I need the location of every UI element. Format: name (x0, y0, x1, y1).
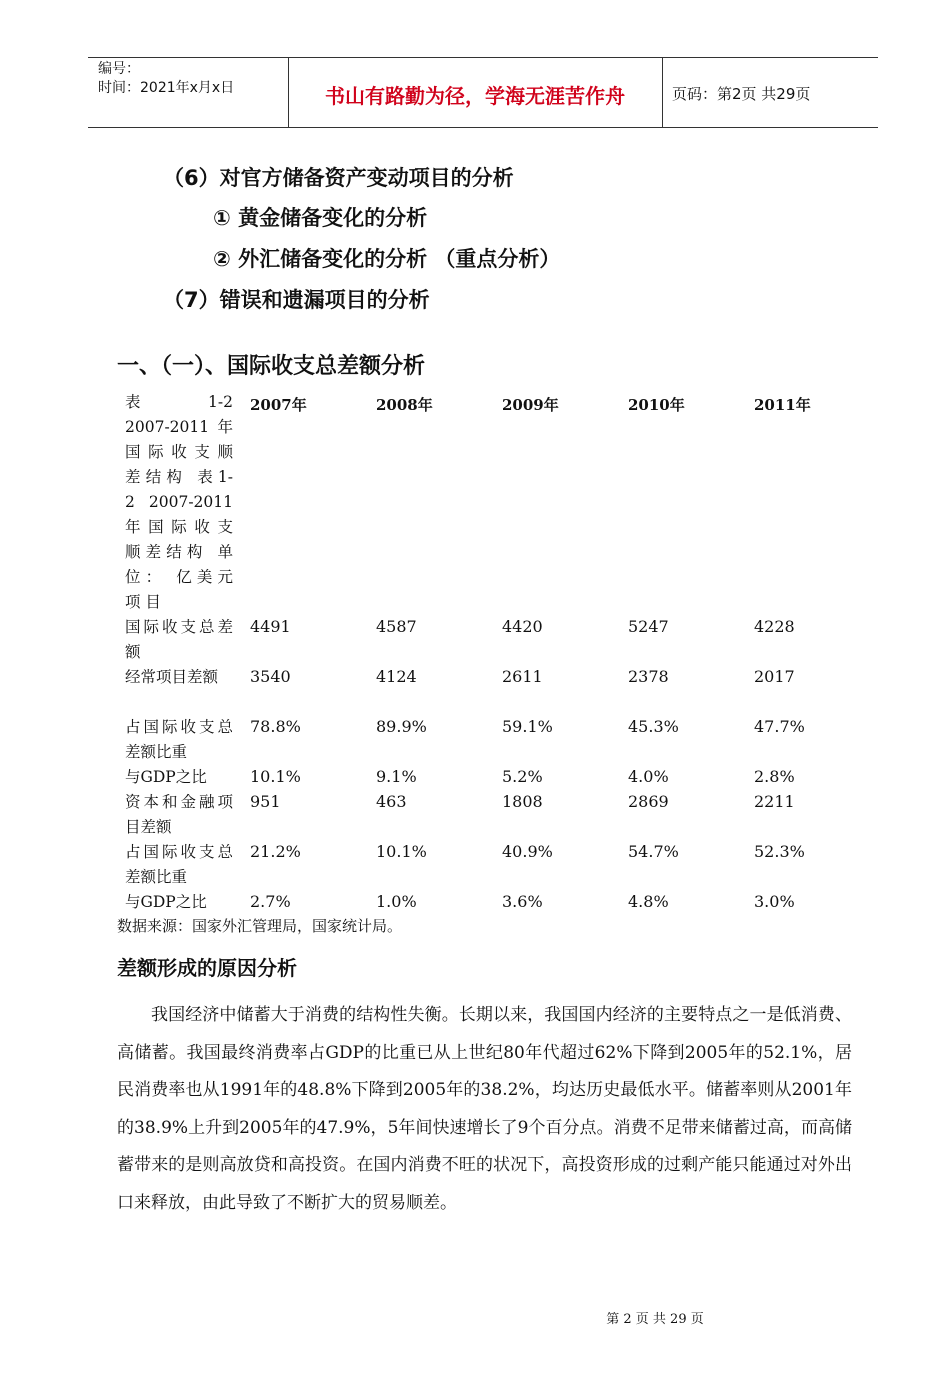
table-cell: 2017 (754, 667, 795, 686)
table-cell: 4491 (250, 617, 291, 636)
caption-line: 2007-2011 年 (125, 418, 233, 436)
table-cell: 2869 (628, 792, 669, 811)
row-label: 占国际收支总差额比重 (125, 843, 233, 886)
caption-line: 位： 亿美元 (125, 568, 233, 586)
row-label: 经常项目差额 (125, 668, 219, 686)
outline-item-7: （7）错误和遗漏项目的分析 (163, 288, 430, 312)
subsection-title: 差额形成的原因分析 (117, 956, 297, 980)
row-label: 与GDP之比 (125, 893, 207, 911)
table-cell: 4420 (502, 617, 543, 636)
year-header: 2009年 (502, 396, 559, 414)
caption-line: 项 目 (125, 593, 161, 611)
outline-item-6: （6）对官方储备资产变动项目的分析 (163, 166, 514, 190)
table-cell: 4228 (754, 617, 795, 636)
table-cell: 3.0% (754, 892, 795, 911)
table-cell: 2211 (754, 792, 795, 811)
table-caption (125, 390, 233, 615)
table-cell: 4.8% (628, 892, 669, 911)
table-cell: 2.7% (250, 892, 291, 911)
table-cell: 951 (250, 792, 281, 811)
header-motto: 书山有路勤为径，学海无涯苦作舟 (325, 84, 625, 108)
header-page-number: 页码：第2页 共29页 (672, 85, 811, 103)
table-cell: 5.2% (502, 767, 543, 786)
year-header: 2007年 (250, 396, 307, 414)
table-cell: 21.2% (250, 842, 301, 861)
page-footer: 第 2 页 共 29 页 (606, 1312, 704, 1327)
body-paragraph: 我国经济中储蓄大于消费的结构性失衡。长期以来，我国国内经济的主要特点之一是低消费、高储蓄。我国最终消费率占GDP的比重已从上世纪80年代超过62%下降到2005年的52.1%，居民消费率也从1991年的48.8%下降到2005年的38.2%，均达历史最低水平。储蓄率则从2001年的38.9%上升到2005年的47.9%，5年间快速增长了9个百分点。消费不足带来储蓄过高，而高储蓄带来的是则高放贷和高投资。在国内消费不旺的状况下，高投资形成的过剩产能只能通过对外出口来释放，由此导致了不断扩大的贸易顺差。 (117, 1005, 852, 1213)
caption-line: 顺差结构 单 (125, 543, 233, 561)
page-header (88, 57, 878, 128)
table-cell: 2.8% (754, 767, 795, 786)
table-cell: 4124 (376, 667, 417, 686)
table-cell: 10.1% (250, 767, 301, 786)
caption-line: 差结构 表1- (125, 468, 233, 486)
caption-line: 表 1-2 (125, 393, 233, 411)
table-cell: 2611 (502, 667, 543, 686)
table-cell: 54.7% (628, 842, 679, 861)
outline-item-6-2: ② 外汇储备变化的分析 （重点分析） (213, 247, 561, 271)
header-time: 时间：2021年x月x日 (98, 80, 235, 96)
header-divider (662, 58, 663, 127)
year-header: 2010年 (628, 396, 685, 414)
caption-line: 国际收支顺 (125, 443, 233, 461)
table-cell: 3.6% (502, 892, 543, 911)
table-cell: 45.3% (628, 717, 679, 736)
row-label: 资本和金融项目差额 (125, 793, 233, 836)
table-cell: 1808 (502, 792, 543, 811)
row-label: 国际收支总差额 (125, 618, 233, 661)
year-header: 2008年 (376, 396, 433, 414)
header-code: 编号： (98, 61, 140, 77)
table-cell: 9.1% (376, 767, 417, 786)
row-label: 与GDP之比 (125, 768, 207, 786)
section-title: 一、（一）、国际收支总差额分析 (117, 354, 426, 379)
table-cell: 40.9% (502, 842, 553, 861)
table-cell: 89.9% (376, 717, 427, 736)
table-cell: 3540 (250, 667, 291, 686)
caption-line: 年国际收支 (125, 518, 233, 536)
outline-item-6-1: ① 黄金储备变化的分析 (213, 206, 428, 230)
table-cell: 78.8% (250, 717, 301, 736)
table-cell: 2378 (628, 667, 669, 686)
table-cell: 463 (376, 792, 407, 811)
data-source-note: 数据来源：国家外汇管理局，国家统计局。 (117, 917, 403, 935)
row-label: 占国际收支总差额比重 (125, 718, 233, 761)
table-cell: 59.1% (502, 717, 553, 736)
table-cell: 4587 (376, 617, 417, 636)
table-cell: 47.7% (754, 717, 805, 736)
table-cell: 4.0% (628, 767, 669, 786)
table-cell: 52.3% (754, 842, 805, 861)
caption-line: 2 2007-2011 (125, 493, 233, 511)
table-cell: 10.1% (376, 842, 427, 861)
year-header: 2011年 (754, 396, 811, 414)
header-meta (98, 60, 234, 98)
table-cell: 1.0% (376, 892, 417, 911)
table-cell: 5247 (628, 617, 669, 636)
